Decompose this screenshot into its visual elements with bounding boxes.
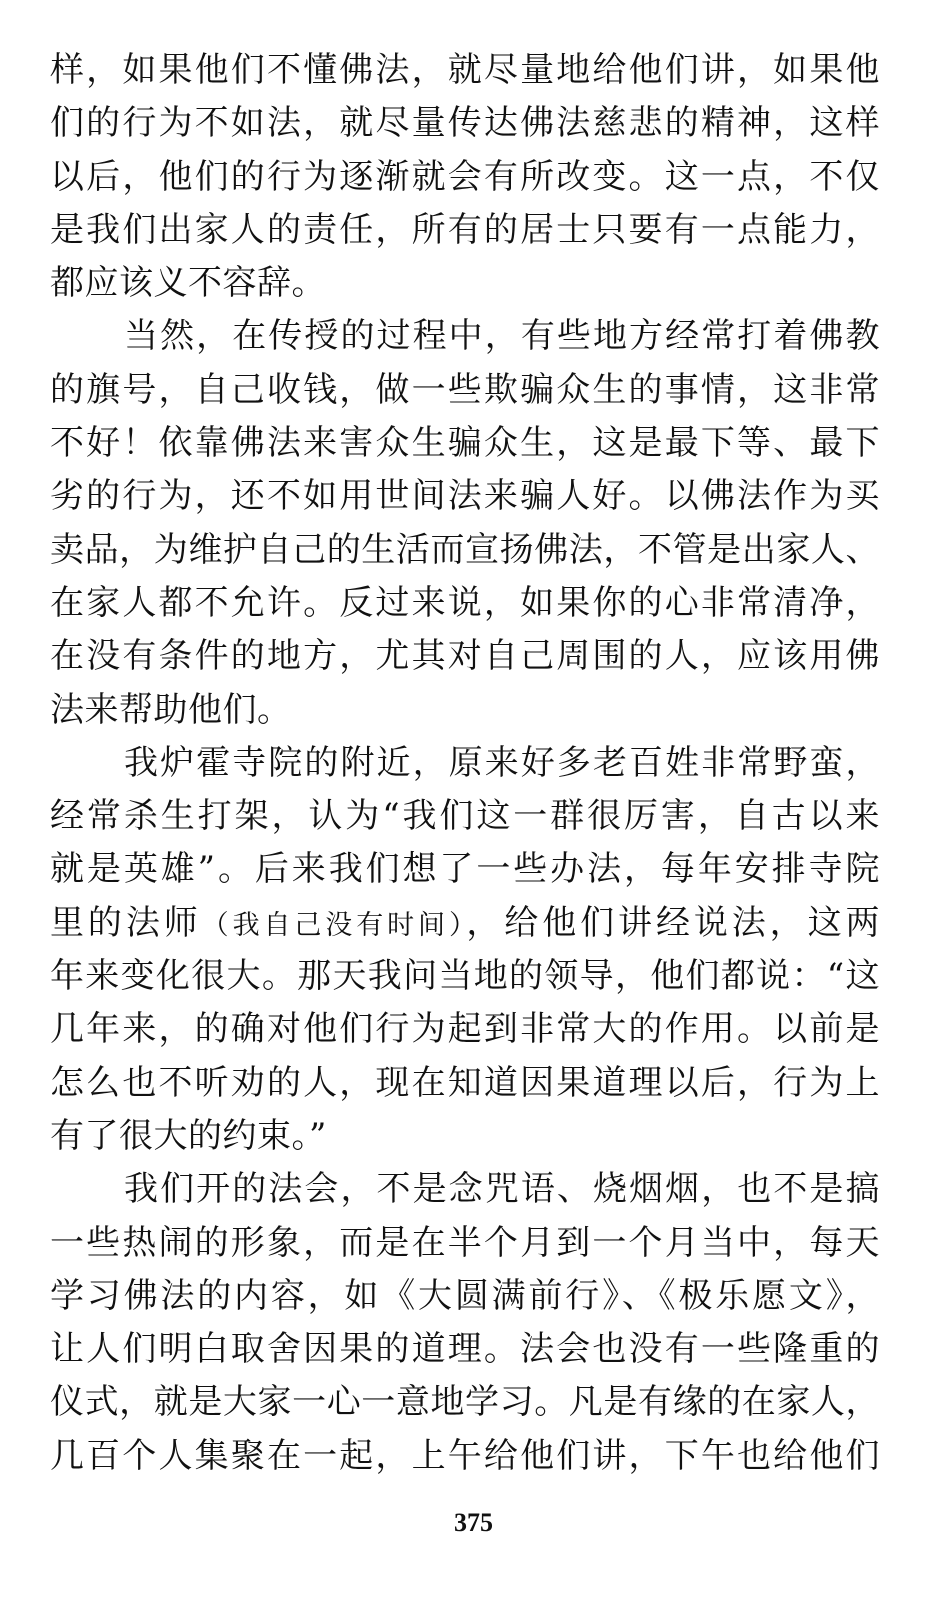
- body-text: [50, 44, 880, 1483]
- paragraph-first-line: 当然，在传授的过程中，有些地方经常打着佛教: [124, 316, 880, 357]
- text-line: 经常杀生打架，认为“我们这一群很厉害，自古以来: [50, 796, 880, 837]
- text-line: 是我们出家人的责任，所有的居士只要有一点能力，: [50, 209, 880, 250]
- text-line: 有了很大的约束。”: [50, 1115, 327, 1156]
- text-line: 都应该义不容辞。: [50, 263, 326, 304]
- text-line: 们的行为不如法，就尽量传达佛法慈悲的精神，这样: [50, 103, 880, 144]
- text-line: 法来帮助他们。: [50, 689, 292, 730]
- text-line: 让人们明白取舍因果的道理。法会也没有一些隆重的: [50, 1329, 880, 1370]
- paragraph-first-line: 我炉霍寺院的附近，原来好多老百姓非常野蛮，: [124, 742, 880, 783]
- parenthetical-note: （我自己没有时间）: [201, 909, 467, 941]
- text-line: 仪式，就是大家一心一意地学习。凡是有缘的在家人，: [50, 1382, 880, 1423]
- text-segment: ，给他们讲经说法，这两: [466, 902, 881, 943]
- paragraph-first-line: 我们开的法会，不是念咒语、烧烟烟，也不是搞: [124, 1169, 880, 1210]
- text-line: 年来变化很大。那天我问当地的领导，他们都说：“这: [50, 956, 880, 997]
- text-line: 卖品，为维护自己的生活而宣扬佛法，不管是出家人、: [50, 529, 880, 570]
- page-number: 375: [454, 1508, 493, 1537]
- text-line: 学习佛法的内容，如《大圆满前行》、《极乐愿文》，: [50, 1275, 880, 1316]
- text-line: 几年来，的确对他们行为起到非常大的作用。以前是: [50, 1009, 880, 1050]
- text-line: 就是英雄”。后来我们想了一些办法，每年安排寺院: [50, 849, 880, 890]
- text-line: [50, 897, 880, 950]
- text-line: 劣的行为，还不如用世间法来骗人好。以佛法作为买: [50, 476, 880, 517]
- text-line: 几百个人集聚在一起，上午给他们讲，下午也给他们: [50, 1435, 880, 1476]
- text-line: 一些热闹的形象，而是在半个月到一个月当中，每天: [50, 1222, 880, 1263]
- text-segment: 里的法师: [50, 902, 202, 943]
- text-line: 以后，他们的行为逐渐就会有所改变。这一点，不仅: [50, 156, 880, 197]
- text-line: 的旗号，自己收钱，做一些欺骗众生的事情，这非常: [50, 369, 880, 410]
- text-line: 在家人都不允许。反过来说，如果你的心非常清净，: [50, 582, 880, 623]
- text-line: 不好！依靠佛法来害众生骗众生，这是最下等、最下: [50, 423, 880, 464]
- text-line: 怎么也不听劝的人，现在知道因果道理以后，行为上: [50, 1062, 880, 1103]
- text-line: 样，如果他们不懂佛法，就尽量地给他们讲，如果他: [50, 50, 880, 90]
- text-line: 在没有条件的地方，尤其对自己周围的人，应该用佛: [50, 636, 880, 677]
